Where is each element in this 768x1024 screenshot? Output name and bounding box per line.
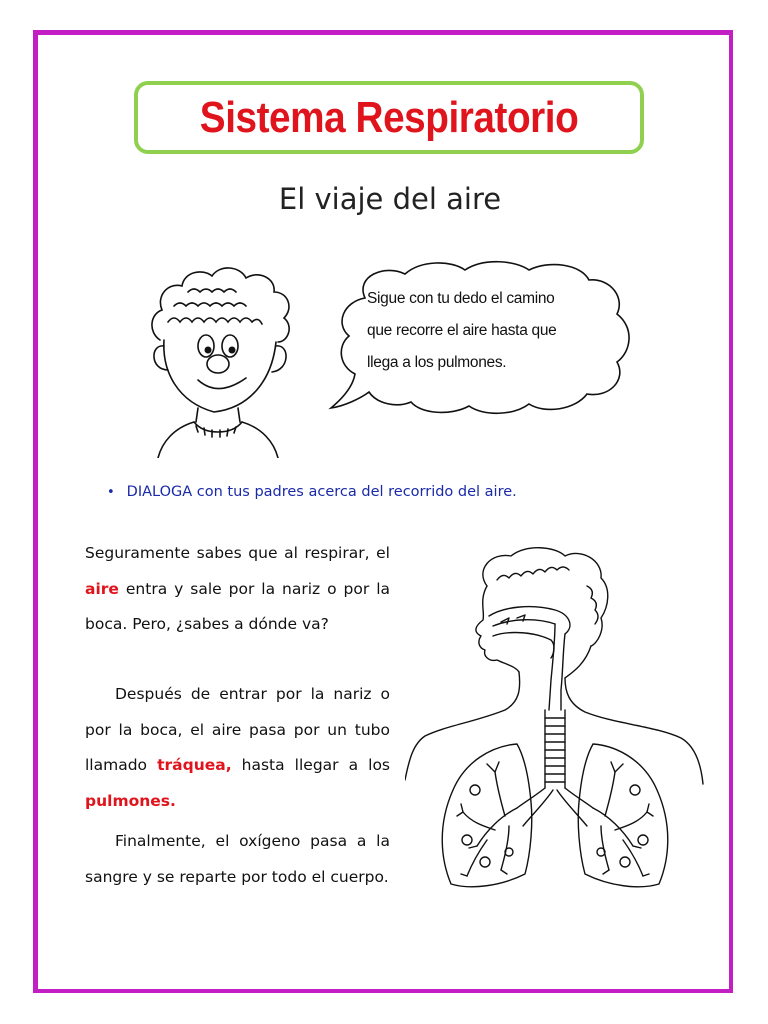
highlight-traquea: tráquea, — [157, 756, 232, 774]
paragraph-text: Finalmente, el oxígeno pasa a la sangre y se reparte por todo el cuerpo. — [85, 832, 390, 886]
highlight-aire: aire — [85, 579, 119, 598]
respiratory-system-illustration — [405, 540, 705, 890]
paragraph-3 — [85, 824, 390, 895]
highlight-pulmones: pulmones. — [85, 791, 176, 810]
paragraph-1 — [85, 536, 390, 643]
paragraph-2 — [85, 677, 390, 819]
instruction-item — [107, 484, 517, 500]
paragraph-text: Después de entrar por la nariz o por la boca, el aire pasa por un tubo llamado — [85, 685, 390, 774]
instruction-text: DIALOGA con tus padres acerca del recorrido del aire. — [126, 484, 517, 500]
bubble-line: llega a los pulmones. — [367, 354, 507, 371]
paragraph-text: Seguramente sabes que al respirar, el — [85, 544, 390, 562]
bubble-line: que recorre el aire hasta que — [367, 322, 557, 339]
speech-bubble-text — [367, 283, 607, 379]
bubble-line: Sigue con tu dedo el camino — [367, 290, 555, 307]
page-subtitle: El viaje del aire — [278, 182, 502, 216]
paragraph-text: entra y sale por la nariz o por la boca. Pero, ¿sabes a dónde va? — [85, 579, 390, 633]
paragraph-text: hasta llegar a los — [231, 756, 390, 774]
page-title: Sistema Respiratorio — [199, 92, 579, 142]
boy-illustration — [138, 262, 308, 458]
title-box — [134, 81, 644, 154]
bullet-icon: • — [107, 485, 115, 500]
